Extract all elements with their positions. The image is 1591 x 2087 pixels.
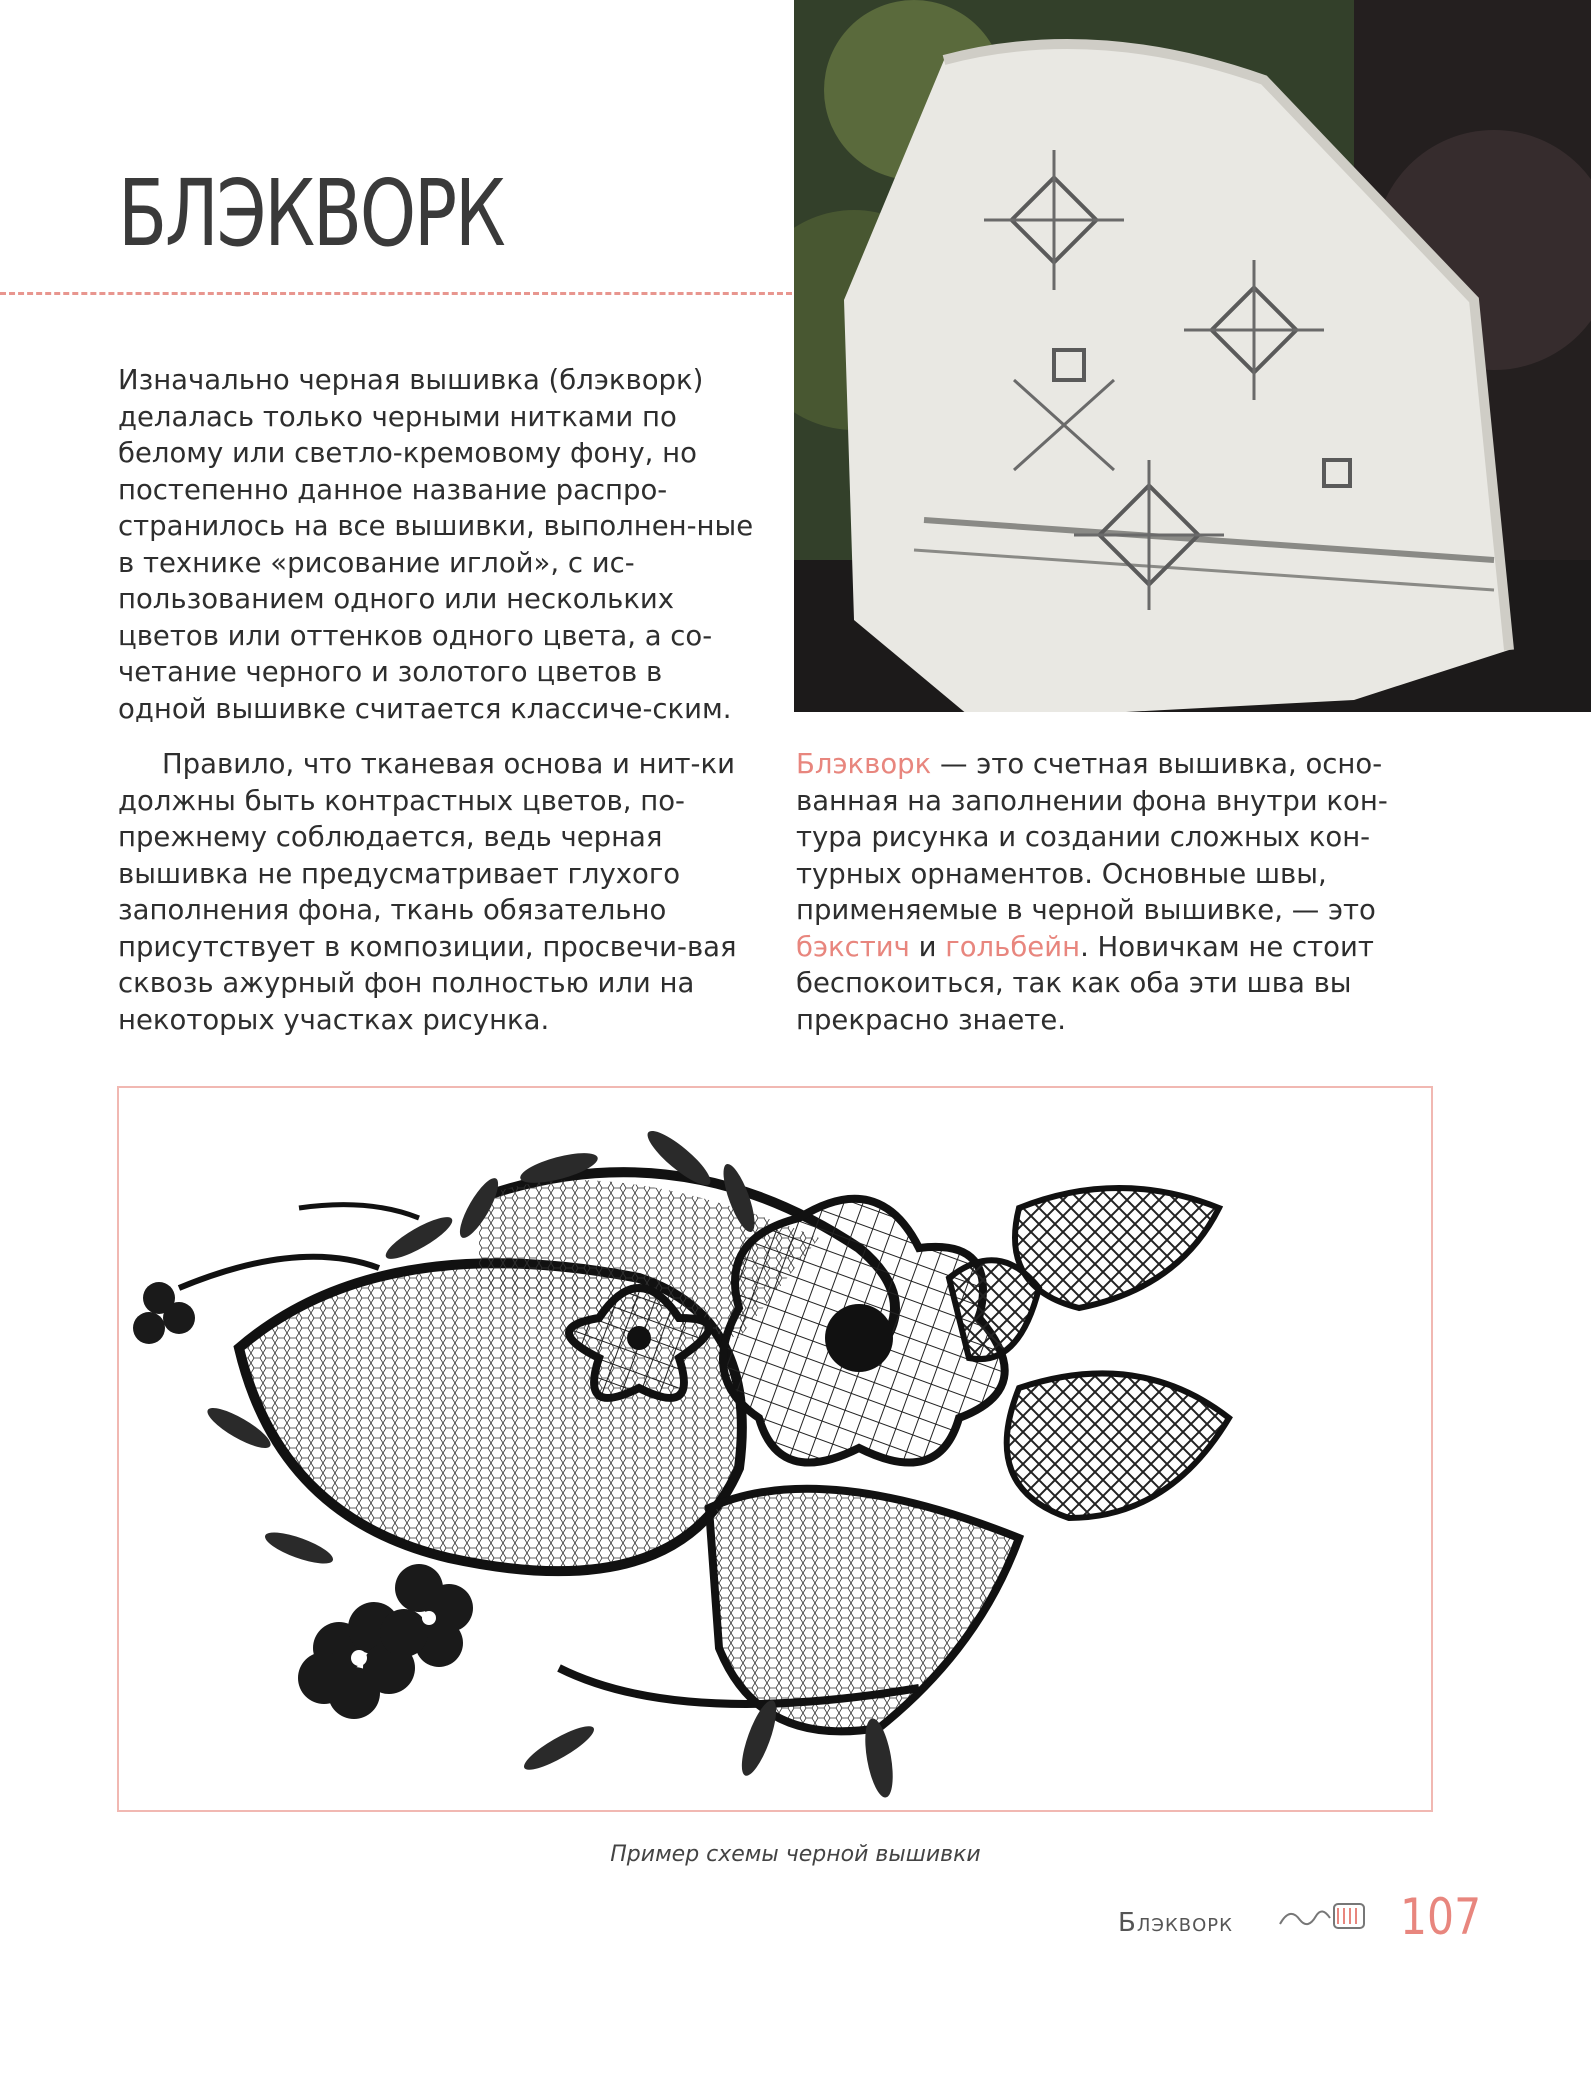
definition-text-1: — это счетная вышивка, осно-ванная на заполнении фона внутри кон-тура рисунка и создании сложных кон-турных орнаментов. Основные швы, применяемые в черной вышивке, — это [796,748,1388,926]
term-blackwork: Блэкворк [796,748,932,780]
dashed-divider [0,292,792,295]
definition-paragraph [796,746,1416,1038]
footer-section-label: Блэкворк [1118,1908,1233,1938]
blackwork-pattern-figure [117,1086,1433,1812]
embroidered-headscarf-photo [794,0,1591,712]
intro-paragraph: Изначально черная вышивка (блэкворк) делалась только черными нитками по белому или светло-кремовому фону, но постепенно данное название распро-странилось на все вышивки, выполнен-ные в технике «рисование иглой», с ис-пользованием одного или нескольких цветов или оттенков одного цвета, а со-четание черного и золотого цветов в одной вышивке считается классиче-ским. [118,364,754,725]
blackwork-pattern-illustration [119,1088,1431,1810]
page-number: 107 [1400,1888,1482,1946]
page-title: БЛЭКВОРК [118,160,504,267]
thread-spool-icon [1278,1896,1378,1940]
definition-text-3: . Новичкам не стоит беспокоиться, так как оба эти шва вы прекрасно знаете. [796,930,1374,1036]
definition-text-2: и [909,930,946,963]
rule-paragraph: Правило, что тканевая основа и нит-ки должны быть контрастных цветов, по-прежнему соблюдается, ведь черная вышивка не предусматривает глухого заполнения фона, ткань обязательно присутствует в композиции, просвечи-вая сквозь ажурный фон полностью или на некоторых участках рисунка. [118,748,737,1036]
figure-caption: Пример схемы черной вышивки [610,1842,981,1867]
term-holbein: гольбейн [945,930,1081,963]
term-backstitch: бэкстич [796,930,910,963]
